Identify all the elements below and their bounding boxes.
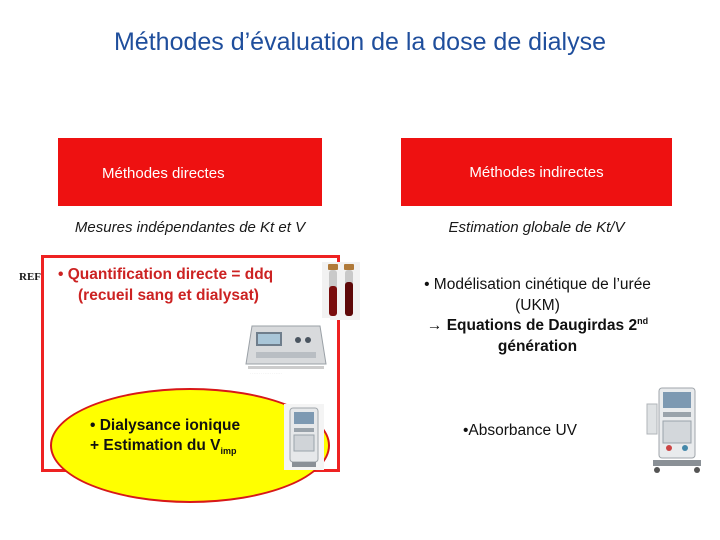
model-line1: • Modélisation cinétique de l’urée [424,276,651,293]
model-line2: (UKM) [515,296,560,314]
header-direct-label: Méthodes directes [102,165,225,182]
model-line3 [395,316,680,337]
quantification-line2: (recueil sang et dialysat) [78,287,259,304]
dialysis-machine-icon [643,384,711,474]
ionic-line2 [90,436,290,458]
ref-label: REF [19,271,41,283]
header-indirect-methods [401,138,672,206]
quantification-line1: • Quantification directe = ddq [58,266,274,283]
svg-text:· · · · · · · · · · · · · · ·: · · · · · · · · · · · · · · · · · · [250,371,283,375]
blood-tubes-icon [322,262,360,320]
ionic-subscript: imp [220,446,237,457]
header-indirect-label: Méthodes indirectes [469,163,604,181]
subtitle-direct: Mesures indépendantes de Kt et V [74,219,306,236]
model-superscript: nd [637,316,649,327]
ionic-dialysance-text [90,416,290,458]
analyzer-device-icon [242,318,330,376]
model-line3-text: Equations de Daugirdas 2 [446,317,638,335]
uv-absorbance-text: •Absorbance UV [463,422,577,439]
quantification-text [58,266,328,305]
ionic-line2-main: + Estimation du V [90,437,221,455]
page-title: Méthodes d’évaluation de la dose de dialyse [113,28,606,56]
header-direct-methods [58,138,322,206]
subtitle-indirect: Estimation globale de Kt/V [448,219,625,236]
dialysis-machine-icon [284,404,324,470]
ionic-line1: • Dialysance ionique [90,417,241,434]
urea-kinetic-model-text [395,275,680,358]
arrow-icon: → [426,317,443,335]
model-line4: génération [497,337,578,355]
